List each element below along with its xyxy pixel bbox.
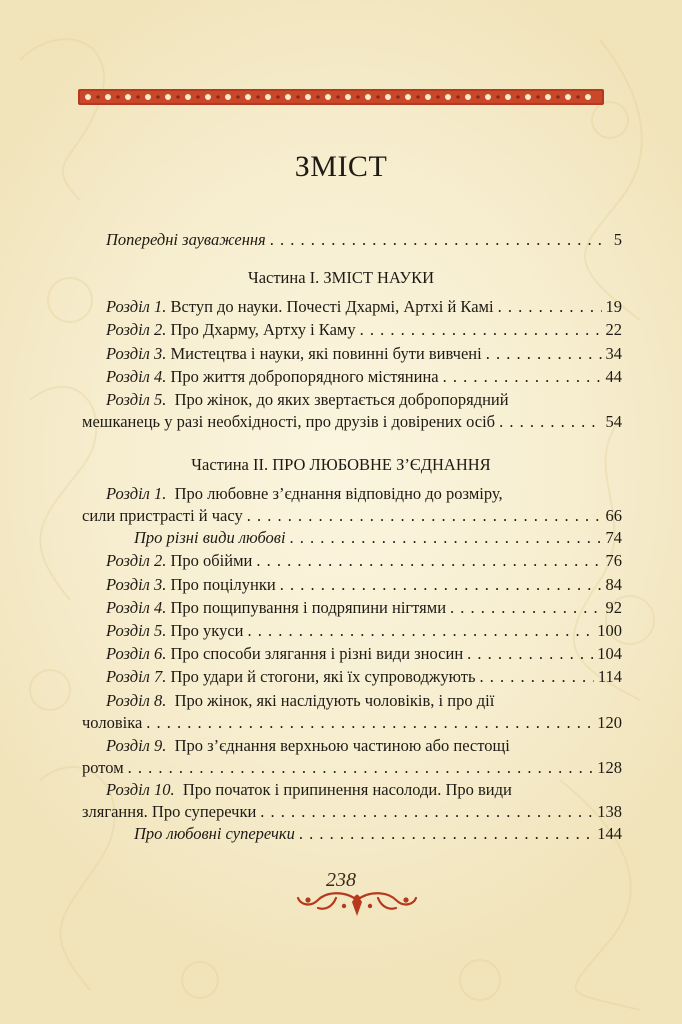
page-title: ЗМІСТ — [294, 150, 388, 183]
entry-label: Розділ 7. — [106, 667, 167, 686]
entry-label: Розділ 1. — [106, 484, 167, 503]
entry-page: 54 — [605, 412, 622, 431]
entry-title: Про любовне з’єднання відповідно до розміру, — [174, 484, 503, 503]
entry-page: 120 — [597, 713, 622, 732]
entry-page: 22 — [605, 320, 622, 339]
dot-leader — [256, 550, 601, 572]
entry-page: 104 — [597, 644, 622, 663]
entry-label: Розділ 4. — [106, 598, 167, 617]
entry-title: Про обійми — [170, 551, 253, 570]
dot-leader — [260, 801, 593, 823]
dot-leader — [480, 666, 594, 688]
dot-leader — [360, 319, 602, 341]
entry-label: Розділ 2. — [106, 320, 167, 339]
entry-title: Про з’єднання верхньою частиною або пестощі — [174, 736, 510, 755]
dot-leader — [467, 643, 593, 665]
section-heading-part-2: Частина ІІ. ПРО ЛЮБОВНЕ З’ЄДНАННЯ — [191, 455, 491, 474]
toc-entry[interactable] — [106, 574, 622, 596]
entry-label: Розділ 3. — [106, 575, 167, 594]
toc-entry[interactable] — [106, 620, 622, 642]
entry-label: Попередні зауваження — [106, 230, 266, 249]
entry-page: 92 — [605, 598, 622, 617]
entry-title: Про поцілунки — [170, 575, 276, 594]
entry-label: Розділ 5. — [106, 621, 167, 640]
entry-page: 100 — [597, 621, 622, 640]
toc-entry-subsection[interactable] — [134, 527, 622, 549]
entry-title: Вступ до науки. Почесті Дхармі, Артхі й Камі — [170, 297, 494, 316]
toc-entry[interactable] — [82, 389, 622, 433]
entry-title-continuation: злягання. Про суперечки — [82, 802, 257, 821]
entry-page: 128 — [597, 758, 622, 777]
entry-label: Розділ 3. — [106, 344, 167, 363]
top-decorative-border — [78, 86, 604, 108]
entry-label: Розділ 5. — [106, 390, 167, 409]
entry-page: 34 — [605, 344, 622, 363]
toc-entry[interactable] — [106, 643, 622, 665]
toc-entry[interactable] — [106, 343, 622, 365]
entry-title: Про Дхарму, Артху і Каму — [170, 320, 356, 339]
entry-label: Розділ 2. — [106, 551, 167, 570]
dot-leader — [443, 366, 602, 388]
entry-title: Про пощипування і подряпини нігтями — [170, 598, 447, 617]
dot-leader — [128, 757, 594, 779]
entry-page: 138 — [597, 802, 622, 821]
entry-label: Розділ 1. — [106, 297, 167, 316]
entry-page: 74 — [605, 528, 622, 547]
dot-leader — [499, 411, 601, 433]
entry-title-continuation: мешканець у разі необхідності, про друзів і довірених осіб — [82, 412, 496, 431]
entry-label: Про любовні суперечки — [134, 824, 295, 843]
entry-title: Мистецтва і науки, які повинні бути вивчені — [170, 344, 482, 363]
toc-entry[interactable] — [106, 666, 622, 688]
entry-page: 76 — [605, 551, 622, 570]
entry-page: 44 — [605, 367, 622, 386]
bottom-floral-ornament — [296, 886, 418, 920]
dot-leader — [450, 597, 601, 619]
entry-title: Про жінок, до яких звертається добропорядний — [174, 390, 509, 409]
entry-title: Про початок і припинення насолоди. Про види — [182, 780, 512, 799]
entry-title: Про жінок, які наслідують чоловіків, і про дії — [174, 691, 495, 710]
entry-title: Про удари й стогони, які їх супроводжують — [170, 667, 476, 686]
toc-entry[interactable] — [106, 550, 622, 572]
page-number: 238 — [326, 869, 356, 891]
toc-entry[interactable] — [106, 296, 622, 318]
entry-label: Розділ 4. — [106, 367, 167, 386]
dot-leader — [270, 229, 604, 251]
entry-title: Про способи злягання і різні види зносин — [170, 644, 464, 663]
dot-leader — [247, 620, 593, 642]
toc-entry[interactable] — [82, 735, 622, 779]
toc-entry[interactable] — [82, 483, 622, 527]
entry-page: 144 — [597, 824, 622, 843]
entry-page: 19 — [605, 297, 622, 316]
toc-entry[interactable] — [82, 779, 622, 823]
dot-leader — [299, 823, 593, 845]
section-heading-part-1: Частина І. ЗМІСТ НАУКИ — [247, 268, 435, 287]
entry-page: 114 — [597, 667, 622, 686]
dot-leader — [290, 527, 602, 549]
toc-entry-preface[interactable] — [106, 229, 622, 251]
entry-label: Про різні види любові — [134, 528, 286, 547]
entry-label: Розділ 6. — [106, 644, 167, 663]
entry-label: Розділ 10. — [106, 780, 175, 799]
entry-page: 5 — [613, 230, 622, 249]
toc-entry-subsection[interactable] — [134, 823, 622, 845]
dot-leader — [280, 574, 602, 596]
dot-leader — [146, 712, 593, 734]
toc-entry[interactable] — [82, 690, 622, 734]
dot-leader — [486, 343, 602, 365]
dot-leader — [247, 505, 602, 527]
entry-page: 84 — [605, 575, 622, 594]
toc-entry[interactable] — [106, 597, 622, 619]
toc-entry[interactable] — [106, 366, 622, 388]
entry-title-continuation: сили пристрасті й часу — [82, 506, 243, 525]
entry-title: Про життя добропорядного містянина — [170, 367, 439, 386]
entry-title-continuation: ротом — [82, 758, 124, 777]
entry-title: Про укуси — [170, 621, 244, 640]
toc-entry[interactable] — [106, 319, 622, 341]
entry-title-continuation: чоловіка — [82, 713, 143, 732]
entry-label: Розділ 9. — [106, 736, 167, 755]
entry-page: 66 — [605, 506, 622, 525]
entry-label: Розділ 8. — [106, 691, 167, 710]
dot-leader — [498, 296, 602, 318]
